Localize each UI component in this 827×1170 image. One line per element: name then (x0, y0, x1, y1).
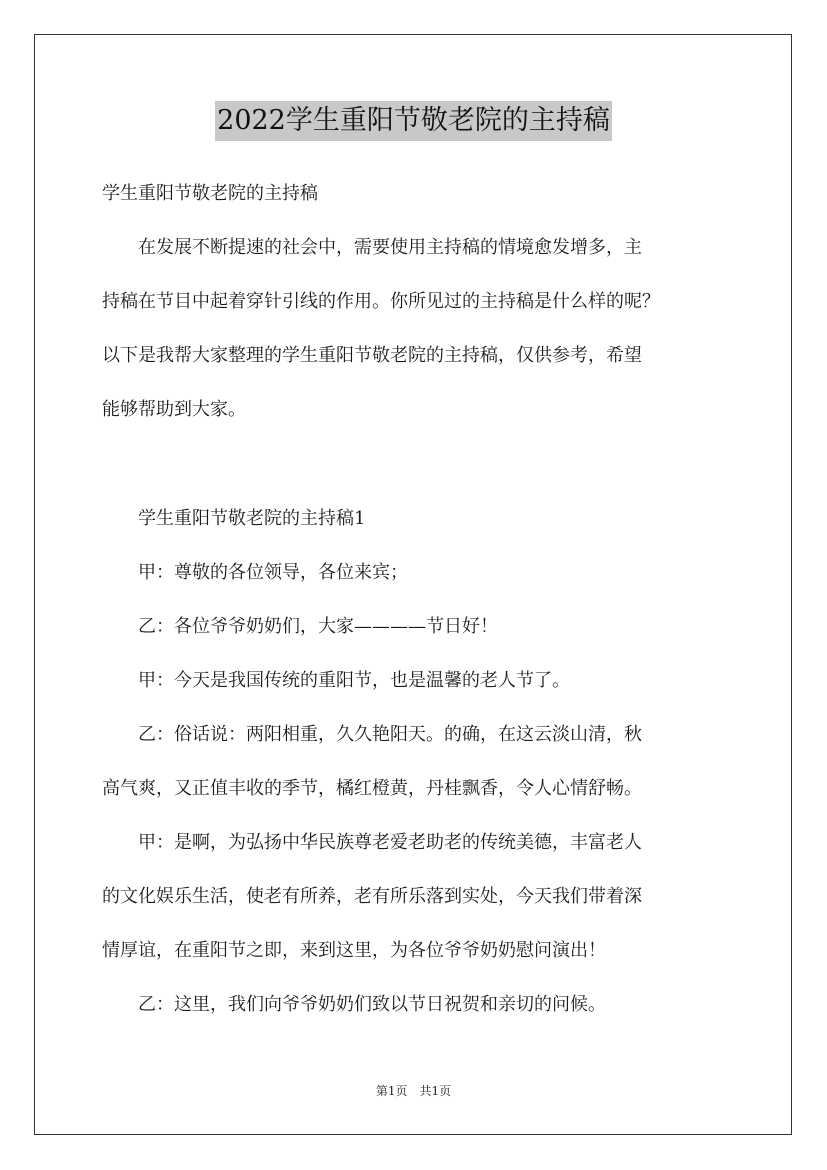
body-line-6: 甲：是啊，为弘扬中华民族尊老爱老助老的传统美德，丰富老人 (102, 832, 642, 853)
intro-line-4: 能够帮助到大家。 (102, 399, 246, 420)
body-line-1: 甲：尊敬的各位领导，各位来宾； (102, 562, 408, 583)
body-line-8: 情厚谊，在重阳节之即，来到这里，为各位爷爷奶奶慰问演出！ (102, 940, 606, 961)
body-line-9: 乙：这里，我们向爷爷奶奶们致以节日祝贺和亲切的问候。 (102, 994, 606, 1015)
intro-line-2: 持稿在节目中起着穿针引线的作用。你所见过的主持稿是什么样的呢？ (102, 291, 660, 312)
body-line-4: 乙：俗话说：两阳相重，久久艳阳天。的确，在这云淡山清，秋 (102, 724, 642, 745)
title-block (0, 101, 827, 141)
intro-line-3: 以下是我帮大家整理的学生重阳节敬老院的主持稿，仅供参考，希望 (102, 345, 642, 366)
body-line-3: 甲：今天是我国传统的重阳节，也是温馨的老人节了。 (102, 670, 570, 691)
page-footer: 第1页 共1页 (375, 1084, 452, 1098)
body-line-5: 高气爽，又正值丰收的季节，橘红橙黄，丹桂飘香，令人心情舒畅。 (102, 778, 642, 799)
body-line-2: 乙：各位爷爷奶奶们，大家————节日好！ (102, 616, 498, 637)
document-title: 2022学生重阳节敬老院的主持稿 (215, 101, 612, 141)
subtitle: 学生重阳节敬老院的主持稿 (102, 183, 318, 204)
body-line-7: 的文化娱乐生活，使老有所养，老有所乐落到实处，今天我们带着深 (102, 886, 642, 907)
section-heading: 学生重阳节敬老院的主持稿1 (102, 508, 366, 529)
intro-line-1: 在发展不断提速的社会中，需要使用主持稿的情境愈发增多，主 (102, 237, 642, 258)
